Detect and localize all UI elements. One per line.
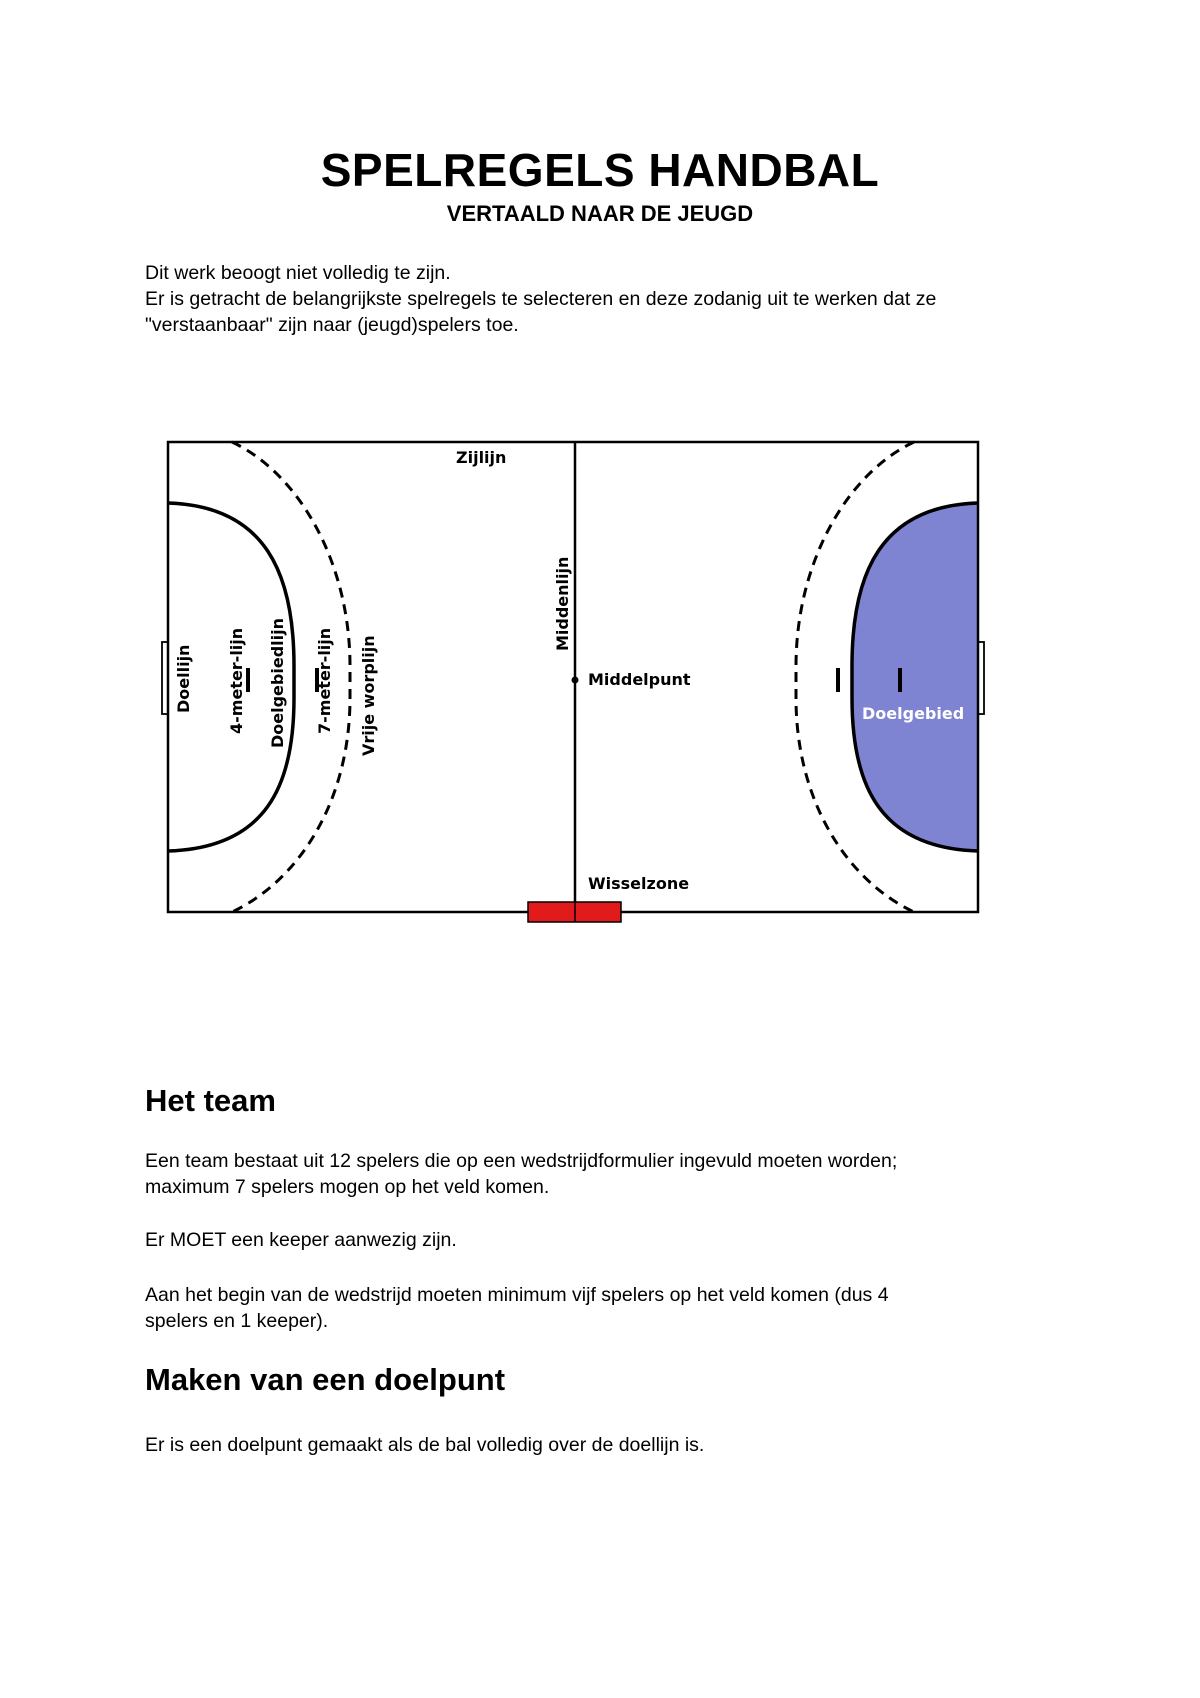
handball-field-diagram bbox=[160, 434, 1000, 934]
page-title: SPELREGELS HANDBAL bbox=[320, 144, 880, 196]
section-heading-doelpunt: Maken van een doelpunt bbox=[145, 1362, 506, 1397]
label-doelgebiedlijn: Doelgebiedlijn bbox=[268, 618, 287, 748]
label-zijlijn: Zijlijn bbox=[456, 448, 507, 467]
team-paragraph-3 bbox=[145, 1282, 1075, 1334]
paragraph-line: Aan het begin van de wedstrijd moeten minimum vijf spelers op het veld komen (dus 4 bbox=[145, 1284, 889, 1306]
label-vier-meter-lijn: 4-meter-lijn bbox=[227, 627, 246, 734]
label-doellijn: Doellijn bbox=[174, 644, 193, 713]
goal-area-fill-right bbox=[852, 503, 978, 851]
doelpunt-paragraph-1 bbox=[145, 1432, 1075, 1458]
team-paragraph-2 bbox=[145, 1227, 1075, 1253]
label-doelgebied: Doelgebied bbox=[862, 704, 965, 723]
paragraph-line: Er MOET een keeper aanwezig zijn. bbox=[145, 1229, 457, 1251]
label-zeven-meter-lijn: 7-meter-lijn bbox=[315, 627, 334, 734]
intro-line: Dit werk beoogt niet volledig te zijn. bbox=[145, 262, 451, 284]
label-vrije-worplijn: Vrije worplijn bbox=[359, 635, 378, 756]
goal-left bbox=[162, 642, 168, 714]
intro-paragraph bbox=[145, 260, 1075, 338]
label-middenlijn: Middenlijn bbox=[553, 556, 572, 651]
intro-line: "verstaanbaar" zijn naar (jeugd)spelers toe. bbox=[145, 314, 519, 336]
paragraph-line: spelers en 1 keeper). bbox=[145, 1310, 329, 1332]
paragraph-line: Er is een doelpunt gemaakt als de bal volledig over de doellijn is. bbox=[145, 1434, 705, 1456]
page-subtitle: VERTAALD NAAR DE JEUGD bbox=[446, 201, 754, 226]
paragraph-line: Een team bestaat uit 12 spelers die op een wedstrijdformulier ingevuld moeten worden; bbox=[145, 1150, 898, 1172]
team-paragraph-1 bbox=[145, 1148, 1075, 1200]
paragraph-line: maximum 7 spelers mogen op het veld komen. bbox=[145, 1176, 550, 1198]
section-heading-team: Het team bbox=[145, 1083, 276, 1118]
intro-line: Er is getracht de belangrijkste spelregels te selecteren en deze zodanig uit te werken dat ze bbox=[145, 288, 937, 310]
middle-point bbox=[572, 677, 579, 684]
label-middelpunt: Middelpunt bbox=[588, 670, 691, 689]
label-wisselzone: Wisselzone bbox=[588, 874, 690, 893]
